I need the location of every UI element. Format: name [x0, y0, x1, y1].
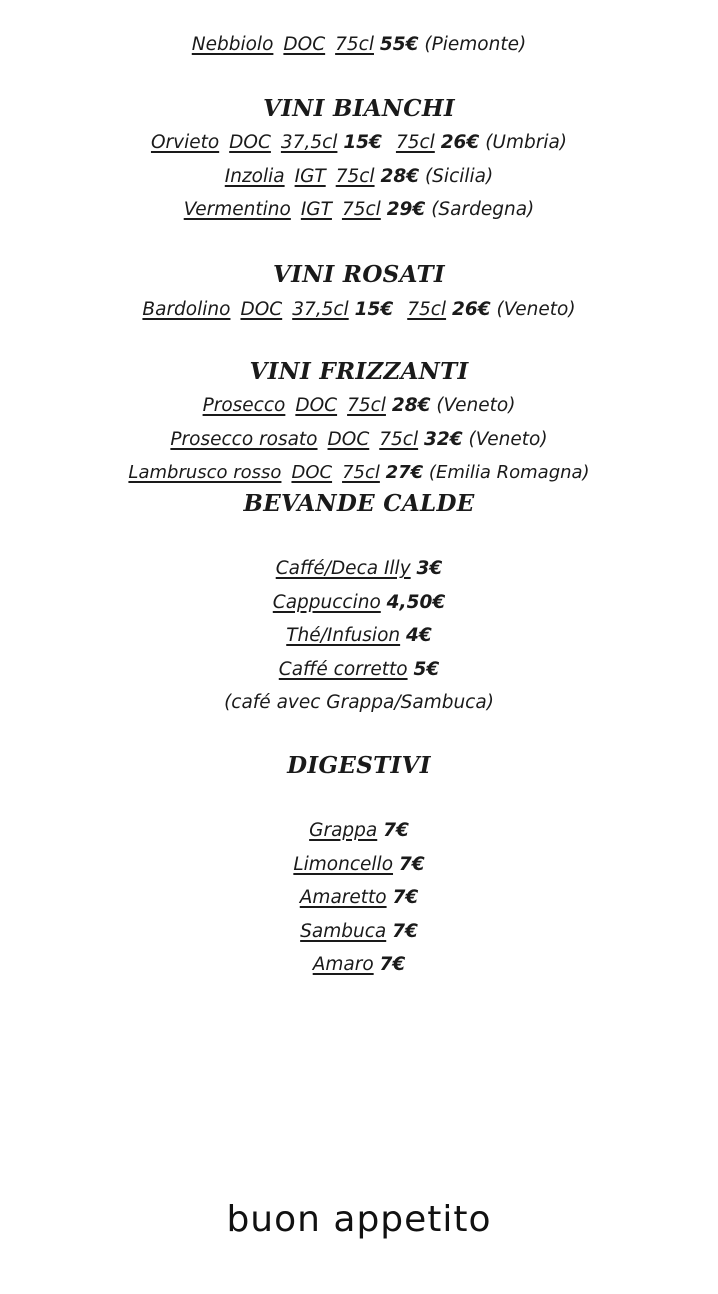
- drink-name: Amaretto: [299, 887, 387, 908]
- menu-item-caffe: [0, 556, 718, 582]
- price: 28€: [380, 166, 420, 187]
- price: 7€: [398, 854, 425, 875]
- menu-item-inzolia: [0, 164, 718, 190]
- bottle-size: 75cl: [407, 299, 447, 320]
- wine-name: Inzolia: [224, 166, 285, 187]
- section-title-digestivi: DIGESTIVI: [287, 752, 431, 779]
- wine-name: Orvieto: [150, 132, 220, 153]
- wine-name: Bardolino: [142, 299, 231, 320]
- region: (Sardegna): [431, 199, 535, 220]
- price: 7€: [392, 887, 419, 908]
- menu-note-corretto: (café avec Grappa/Sambuca): [224, 692, 494, 713]
- footer-greeting: buon appetito: [226, 1199, 492, 1240]
- drink-name: Caffé/Deca Illy: [275, 558, 411, 579]
- bottle-size: 75cl: [395, 132, 435, 153]
- menu-item-prosecco-rosato: [0, 427, 718, 453]
- section-title-vini-rosati: VINI ROSATI: [273, 261, 445, 288]
- price: 26€: [440, 132, 480, 153]
- wine-class: DOC: [283, 34, 326, 55]
- menu-item-amaro: [0, 952, 718, 978]
- wine-class: DOC: [291, 462, 333, 483]
- bottle-size: 75cl: [341, 199, 381, 220]
- bottle-size-small: 37,5cl: [280, 132, 338, 153]
- price: 7€: [383, 820, 409, 841]
- menu-item-grappa: [0, 818, 718, 844]
- price-small: 15€: [354, 299, 394, 320]
- price: 3€: [416, 558, 443, 579]
- price: 7€: [379, 954, 406, 975]
- region: (Emilia Romagna): [428, 462, 590, 483]
- price: 26€: [451, 299, 491, 320]
- menu-item-vermentino: [0, 197, 718, 223]
- price: 28€: [391, 395, 431, 416]
- menu-item-caffe-corretto: [0, 657, 718, 683]
- drink-name: Amaro: [312, 954, 374, 975]
- menu-item-the: [0, 623, 718, 649]
- bottle-size: 75cl: [342, 462, 380, 483]
- drink-name: Grappa: [309, 820, 378, 841]
- price: 29€: [386, 199, 426, 220]
- bottle-size: 75cl: [335, 34, 374, 55]
- region: (Sicilia): [424, 166, 494, 187]
- wine-class: DOC: [295, 395, 338, 416]
- wine-name: Lambrusco rosso: [128, 462, 282, 483]
- section-title-bevande-calde: BEVANDE CALDE: [243, 490, 475, 517]
- menu-item-cappuccino: [0, 590, 718, 616]
- wine-name: Vermentino: [183, 199, 291, 220]
- region: (Veneto): [436, 395, 516, 416]
- menu-item-bardolino: [0, 297, 718, 323]
- bottle-size: 75cl: [335, 166, 375, 187]
- menu-item-sambuca: [0, 919, 718, 945]
- section-title-vini-frizzanti: VINI FRIZZANTI: [249, 358, 469, 385]
- menu-item-limoncello: [0, 852, 718, 878]
- region: (Veneto): [468, 429, 548, 450]
- price-small: 15€: [343, 132, 382, 153]
- price: 27€: [385, 462, 424, 483]
- wine-class: DOC: [229, 132, 271, 153]
- menu-item-nebbiolo: [0, 32, 718, 58]
- price: 4,50€: [386, 592, 446, 613]
- price: 7€: [392, 921, 418, 942]
- menu-item-prosecco: [0, 393, 718, 419]
- region: (Veneto): [496, 299, 576, 320]
- menu-item-lambrusco: [0, 460, 718, 486]
- drink-name: Cappuccino: [272, 592, 381, 613]
- bottle-size: 75cl: [347, 395, 386, 416]
- wine-class: DOC: [240, 299, 283, 320]
- section-title-vini-bianchi: VINI BIANCHI: [263, 95, 455, 122]
- wine-class: DOC: [327, 429, 370, 450]
- region: (Umbria): [485, 132, 568, 153]
- wine-name: Prosecco rosato: [170, 429, 318, 450]
- drink-name: Thé/Infusion: [286, 625, 401, 646]
- bottle-size-small: 37,5cl: [292, 299, 349, 320]
- price: 55€: [379, 34, 419, 55]
- price: 32€: [424, 429, 463, 450]
- wine-class: IGT: [300, 199, 332, 220]
- wine-name: Prosecco: [202, 395, 286, 416]
- region: (Piemonte): [424, 34, 527, 55]
- menu-item-orvieto: [0, 130, 718, 156]
- drink-name: Sambuca: [300, 921, 387, 942]
- drink-name: Limoncello: [293, 854, 394, 875]
- menu-item-amaretto: [0, 885, 718, 911]
- bottle-size: 75cl: [379, 429, 419, 450]
- wine-name: Nebbiolo: [191, 34, 274, 55]
- price: 4€: [406, 625, 432, 646]
- price: 5€: [413, 659, 440, 680]
- wine-class: IGT: [294, 166, 326, 187]
- drink-name: Caffé corretto: [278, 659, 408, 680]
